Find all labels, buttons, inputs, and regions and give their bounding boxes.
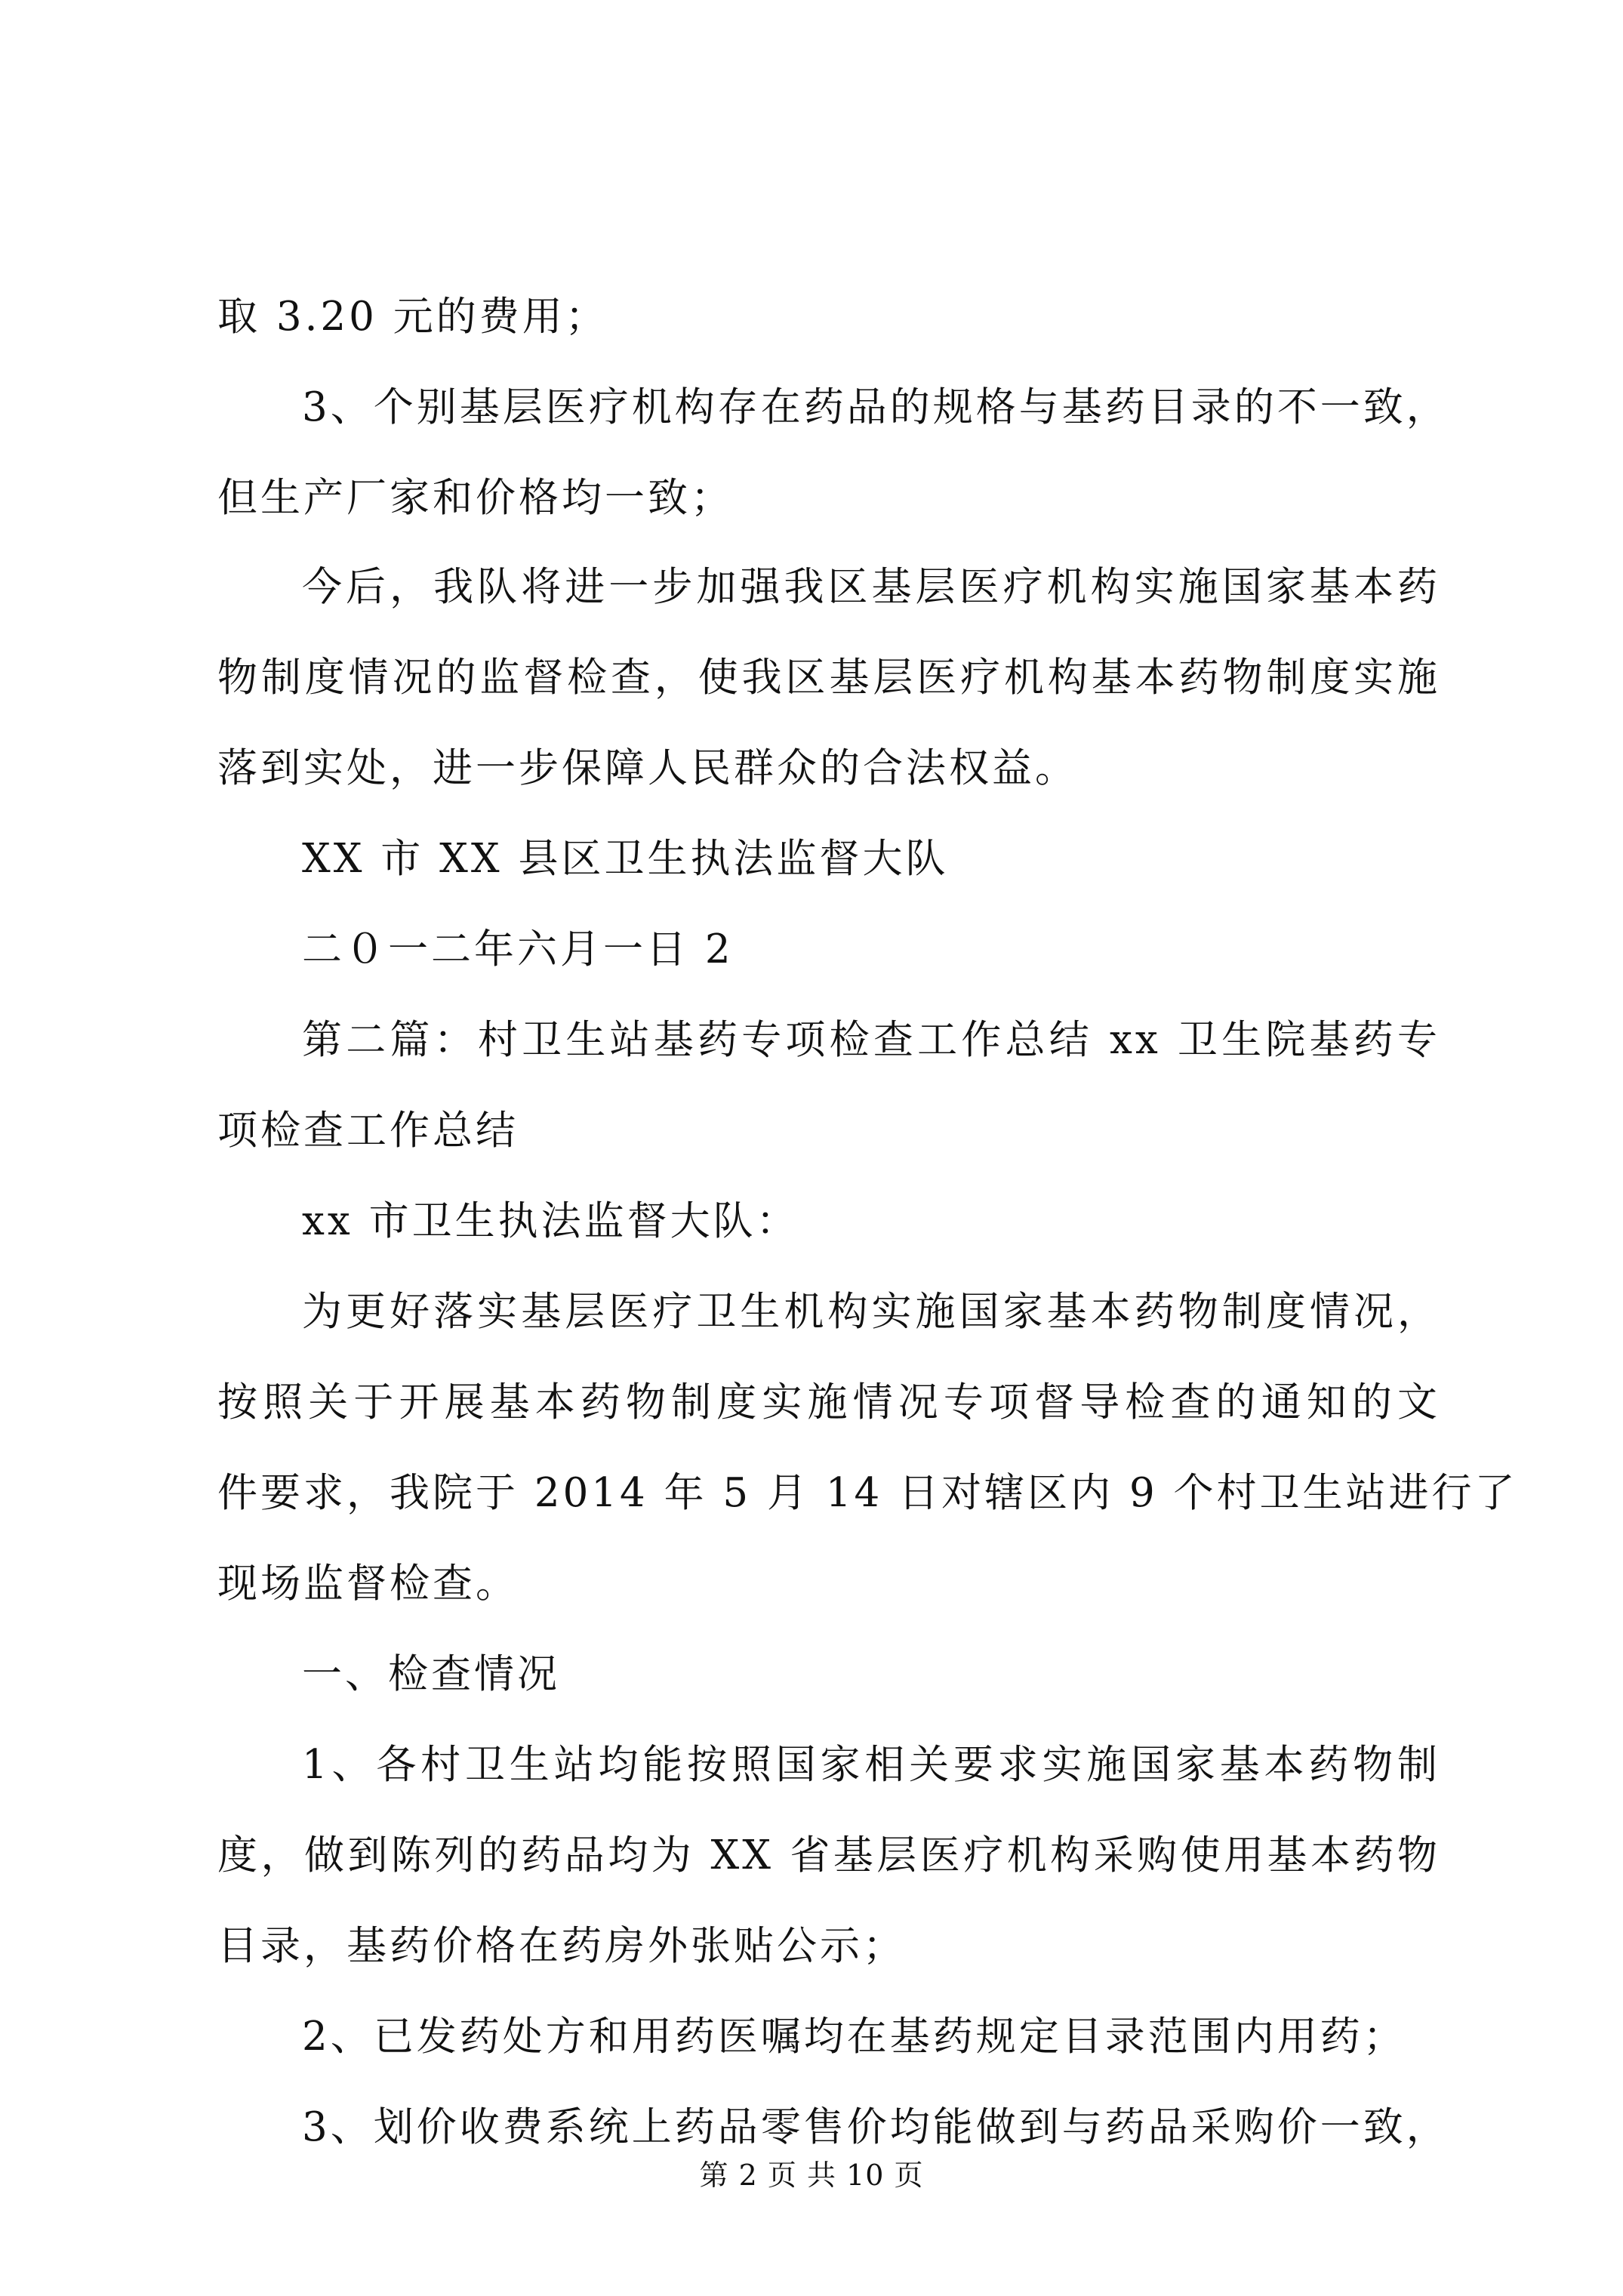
text-line: 二０一二年六月一日 2 (302, 926, 734, 972)
text-line: 第二篇：村卫生站基药专项检查工作总结 xx 卫生院基药专 (302, 1017, 1440, 1063)
text-line: 落到实处，进一步保障人民群众的合法权益。 (217, 745, 1078, 791)
text-line: 按照关于开展基本药物制度实施情况专项督导检查的通知的文 (217, 1379, 1440, 1425)
text-line: 目录，基药价格在药房外张贴公示； (217, 1923, 906, 1969)
text-line: 度，做到陈列的药品均为 XX 省基层医疗机构采购使用基本药物 (217, 1832, 1440, 1878)
text-line: 今后，我队将进一步加强我区基层医疗机构实施国家基本药 (302, 564, 1440, 610)
text-line: 取 3.20 元的费用； (217, 294, 608, 340)
text-line: 1、各村卫生站均能按照国家相关要求实施国家基本药物制 (302, 1742, 1440, 1788)
text-line: 3、划价收费系统上药品零售价均能做到与药品采购价一致， (302, 2104, 1449, 2150)
text-line: 3、个别基层医疗机构存在药品的规格与基药目录的不一致， (302, 384, 1449, 430)
text-line: 物制度情况的监督检查，使我区基层医疗机构基本药物制度实施 (217, 655, 1440, 701)
text-line: XX 市 XX 县区卫生执法监督大队 (302, 836, 949, 882)
page-footer: 第 2 页 共 10 页 (699, 2159, 924, 2192)
text-line: 件要求，我院于 2014 年 5 月 14 日对辖区内 9 个村卫生站进行了 (217, 1470, 1518, 1516)
text-line: 项检查工作总结 (217, 1108, 519, 1154)
text-line: xx 市卫生执法监督大队： (302, 1198, 799, 1244)
text-line: 为更好落实基层医疗卫生机构实施国家基本药物制度情况， (302, 1289, 1440, 1335)
text-line: 2、已发药处方和用药医嘱均在基药规定目录范围内用药； (302, 2014, 1406, 2060)
text-line: 现场监督检查。 (217, 1561, 519, 1607)
text-line: 一、检查情况 (302, 1651, 560, 1697)
text-line: 但生产厂家和价格均一致； (217, 475, 734, 521)
